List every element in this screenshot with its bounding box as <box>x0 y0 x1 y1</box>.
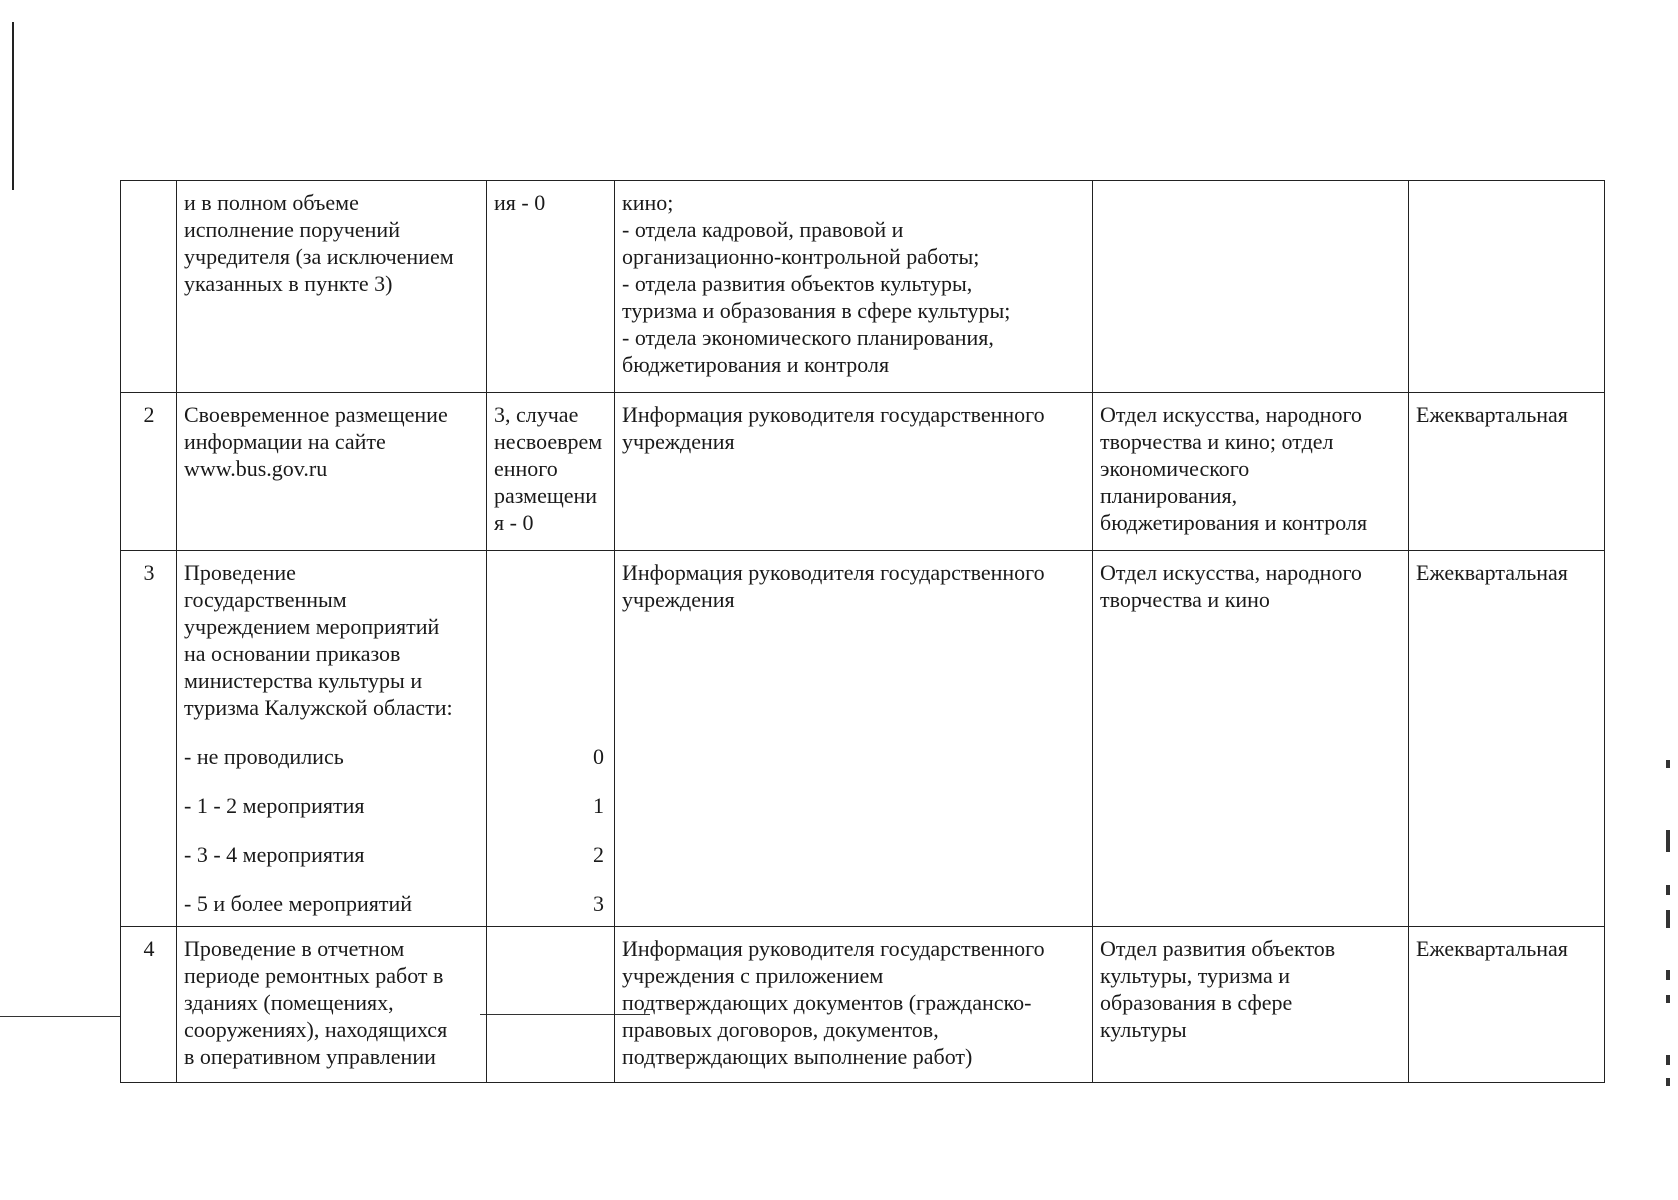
indicator-cell <box>177 927 487 1083</box>
responsible-line: творчества и кино; отдел <box>1100 429 1334 454</box>
scan-edge-mark <box>12 22 14 190</box>
responsible-line: культуры, туризма и <box>1100 963 1290 988</box>
responsible-cell <box>1093 927 1409 1083</box>
indicator-line: в оперативном управлении <box>184 1044 436 1069</box>
responsible-cell <box>1093 551 1409 927</box>
score-line: енного <box>494 456 558 481</box>
indicator-cell <box>177 393 487 551</box>
frequency-cell: Ежеквартальная <box>1409 927 1605 1083</box>
indicator-line: министерства культуры и <box>184 668 423 693</box>
indicator-line: государственным <box>184 587 347 612</box>
indicator-line: периоде ремонтных работ в <box>184 963 444 988</box>
sub-item-label: - 1 - 2 мероприятия <box>184 793 365 818</box>
score-cell <box>487 181 615 393</box>
sub-item-score: 2 <box>593 842 604 867</box>
indicator-line: на основании приказов <box>184 641 401 666</box>
row-number: 4 <box>121 927 177 1083</box>
score-line: 3, случае <box>494 402 579 427</box>
source-line: учреждения <box>622 587 735 612</box>
indicator-line: Проведение <box>184 560 296 585</box>
source-line: подтверждающих документов (гражданско- <box>622 990 1032 1015</box>
responsible-line: Отдел искусства, народного <box>1100 402 1362 427</box>
score-cell <box>487 927 615 1083</box>
indicator-line: зданиях (помещениях, <box>184 990 394 1015</box>
source-line: Информация руководителя государственного <box>622 560 1045 585</box>
source-cell <box>615 181 1093 393</box>
source-line: бюджетирования и контроля <box>622 352 890 377</box>
table-row <box>121 393 1605 551</box>
source-line: учреждения <box>622 429 735 454</box>
frequency-cell: Ежеквартальная <box>1409 551 1605 927</box>
indicator-line: и в полном объеме <box>184 190 359 215</box>
table-row <box>121 551 1605 927</box>
source-line: правовых договоров, документов, <box>622 1017 939 1042</box>
indicator-line: учреждением мероприятий <box>184 614 440 639</box>
score-cell <box>487 393 615 551</box>
indicator-line: Проведение в отчетном <box>184 936 405 961</box>
frequency-cell <box>1409 181 1605 393</box>
sub-item-label: - 3 - 4 мероприятия <box>184 842 365 867</box>
row-number <box>121 181 177 393</box>
indicator-line: информации на сайте <box>184 429 386 454</box>
source-line: Информация руководителя государственного <box>622 402 1045 427</box>
source-line: - отдела развития объектов культуры, <box>622 271 973 296</box>
row-number: 2 <box>121 393 177 551</box>
source-line: туризма и образования в сфере культуры; <box>622 298 1011 323</box>
sub-item-label: - 5 и более мероприятий <box>184 891 413 916</box>
score-line: я - 0 <box>494 510 534 535</box>
scan-side-marks <box>1666 760 1672 1090</box>
indicators-table <box>120 180 1605 1083</box>
indicator-line: Своевременное размещение <box>184 402 448 427</box>
table-row <box>121 927 1605 1083</box>
indicator-line: учредителя (за исключением <box>184 244 454 269</box>
responsible-line: Отдел искусства, народного <box>1100 560 1362 585</box>
source-line: кино; <box>622 190 674 215</box>
responsible-line: образования в сфере <box>1100 990 1293 1015</box>
responsible-line: планирования, <box>1100 483 1238 508</box>
score-line: несвоеврем <box>494 429 603 454</box>
row-number: 3 <box>121 551 177 927</box>
score-cell <box>487 551 615 927</box>
source-line: - отдела кадровой, правовой и <box>622 217 904 242</box>
indicator-cell <box>177 181 487 393</box>
indicator-line: указанных в пункте 3) <box>184 271 393 296</box>
sub-item <box>184 890 604 917</box>
frequency-cell: Ежеквартальная <box>1409 393 1605 551</box>
responsible-line: Отдел развития объектов <box>1100 936 1336 961</box>
sub-item-score: 1 <box>593 793 604 818</box>
source-cell <box>615 551 1093 927</box>
sub-item <box>184 792 604 819</box>
sub-item <box>184 743 604 770</box>
source-cell <box>615 927 1093 1083</box>
source-line: учреждения с приложением <box>622 963 884 988</box>
responsible-line: творчества и кино <box>1100 587 1270 612</box>
indicator-cell <box>177 551 604 927</box>
sub-item-label: - не проводились <box>184 744 344 769</box>
indicator-line: сооружениях), находящихся <box>184 1017 448 1042</box>
score-line: ия - 0 <box>494 190 546 215</box>
source-line: организационно-контрольной работы; <box>622 244 980 269</box>
scan-stray-line <box>0 1016 120 1017</box>
source-line: подтверждающих выполнение работ) <box>622 1044 973 1069</box>
sub-item-score: 0 <box>593 744 604 769</box>
score-line: размещени <box>494 483 598 508</box>
responsible-cell <box>1093 393 1409 551</box>
sub-item <box>184 841 604 868</box>
indicator-line: туризма Калужской области: <box>184 695 453 720</box>
responsible-line: культуры <box>1100 1017 1187 1042</box>
indicator-line: исполнение поручений <box>184 217 400 242</box>
source-line: - отдела экономического планирования, <box>622 325 994 350</box>
responsible-cell <box>1093 181 1409 393</box>
source-line: Информация руководителя государственного <box>622 936 1045 961</box>
table-row <box>121 181 1605 393</box>
sub-item-score: 3 <box>593 891 604 916</box>
indicator-line: www.bus.gov.ru <box>184 456 328 481</box>
responsible-line: экономического <box>1100 456 1250 481</box>
source-cell <box>615 393 1093 551</box>
responsible-line: бюджетирования и контроля <box>1100 510 1368 535</box>
